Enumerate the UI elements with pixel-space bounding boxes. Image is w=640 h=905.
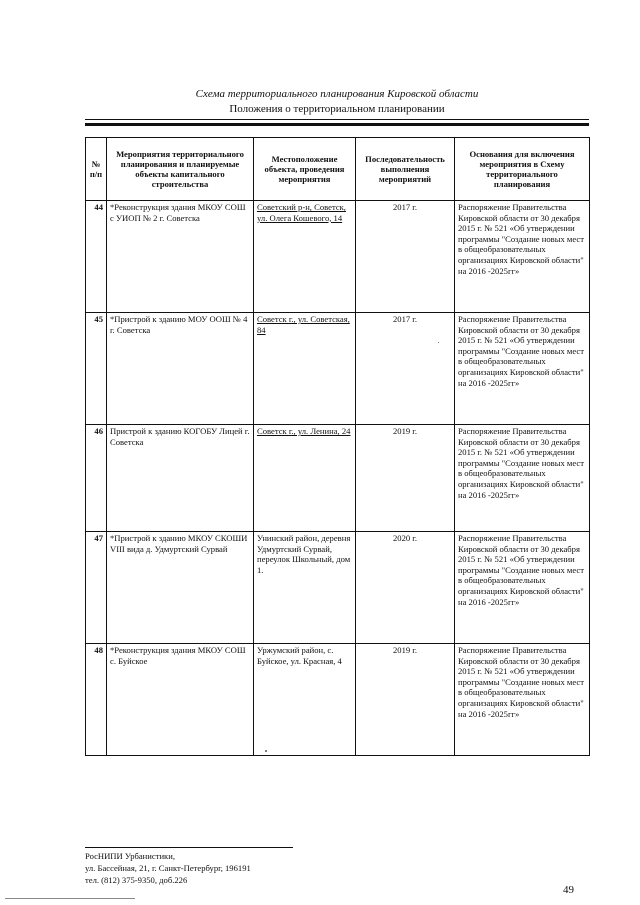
scan-speck xyxy=(265,750,267,752)
document-subtitle: Положения о территориальном планировании xyxy=(229,103,445,115)
row-location: Уржумский район, с. Буйское, ул. Красная, 4 xyxy=(254,644,356,756)
table-row xyxy=(86,644,590,756)
row-event: *Пристрой к зданию МОУ ООШ № 4 г. Советска xyxy=(107,313,254,425)
col-header-sequence: Последовательность выполнения мероприятий xyxy=(356,138,455,201)
footer-rule xyxy=(85,847,293,848)
row-basis: Распоряжение Правительства Кировской области от 30 декабря 2015 г. № 521 «Об утверждении программы "Создание новых мест в общеобразовательных организациях Кировской области" на 2016 -2025гг» xyxy=(455,425,590,532)
header-rule-thin xyxy=(85,119,589,120)
row-location: Советск г., ул. Советская, 84 xyxy=(254,313,356,425)
page-number: 49 xyxy=(563,884,574,896)
col-header-location: Местоположение объекта, проведения мероприятия xyxy=(254,138,356,201)
table-row xyxy=(86,313,590,425)
row-number: 47 xyxy=(86,532,107,644)
scan-edge-line xyxy=(5,898,135,899)
document-title: Схема территориального планирования Кировской области xyxy=(195,88,479,100)
row-year: 2017 г. xyxy=(356,201,455,313)
table-row xyxy=(86,425,590,532)
row-event: *Пристрой к зданию МКОУ СКОШИ VIII вида д. Удмуртский Сурвай xyxy=(107,532,254,644)
row-basis: Распоряжение Правительства Кировской области от 30 декабря 2015 г. № 521 «Об утверждении программы "Создание новых мест в общеобразовательных организациях Кировской области" на 2016 -2025гг» xyxy=(455,201,590,313)
planning-table xyxy=(85,137,590,756)
table-row xyxy=(86,532,590,644)
footer-address: ул. Бассейная, 21, г. Санкт-Петербург, 196191 xyxy=(85,863,251,873)
row-event: *Реконструкция здания МКОУ СОШ с УИОП № 2 г. Советска xyxy=(107,201,254,313)
row-event: *Реконструкция здания МКОУ СОШ с. Буйское xyxy=(107,644,254,756)
col-header-number: № п/п xyxy=(86,138,107,201)
row-year: 2017 г. xyxy=(356,313,455,425)
row-year: 2019 г. xyxy=(356,644,455,756)
row-number: 46 xyxy=(86,425,107,532)
header-rule-thick xyxy=(85,123,589,126)
row-number: 44 xyxy=(86,201,107,313)
table-header-row xyxy=(86,138,590,201)
row-location: Унинский район, деревня Удмуртский Сурвай, переулок Школьный, дом 1. xyxy=(254,532,356,644)
row-basis: Распоряжение Правительства Кировской области от 30 декабря 2015 г. № 521 «Об утверждении программы "Создание новых мест в общеобразовательных организациях Кировской области" на 2016 -2025гг» xyxy=(455,313,590,425)
row-year: 2019 г. xyxy=(356,425,455,532)
col-header-event: Мероприятия территориального планирования и планируемые объекты капитального строительства xyxy=(107,138,254,201)
row-basis: Распоряжение Правительства Кировской области от 30 декабря 2015 г. № 521 «Об утверждении программы "Создание новых мест в общеобразовательных организациях Кировской области" на 2016 -2025гг» xyxy=(455,644,590,756)
row-number: 45 xyxy=(86,313,107,425)
footer-phone: тел. (812) 375-9350, доб.226 xyxy=(85,875,188,885)
footer-org: РосНИПИ Урбанистики, xyxy=(85,851,175,861)
table-row xyxy=(86,201,590,313)
row-number: 48 xyxy=(86,644,107,756)
row-event: Пристрой к зданию КОГОБУ Лицей г. Советска xyxy=(107,425,254,532)
row-location: Советский р-н, Советск, ул. Олега Кошевого, 14 xyxy=(254,201,356,313)
scan-speck xyxy=(438,342,439,343)
row-location: Советск г., ул. Ленина, 24 xyxy=(254,425,356,532)
row-basis: Распоряжение Правительства Кировской области от 30 декабря 2015 г. № 521 «Об утверждении программы "Создание новых мест в общеобразовательных организациях Кировской области" на 2016 -2025гг» xyxy=(455,532,590,644)
row-year: 2020 г. xyxy=(356,532,455,644)
col-header-basis: Основания для включения мероприятия в Схему территориального планирования xyxy=(455,138,590,201)
